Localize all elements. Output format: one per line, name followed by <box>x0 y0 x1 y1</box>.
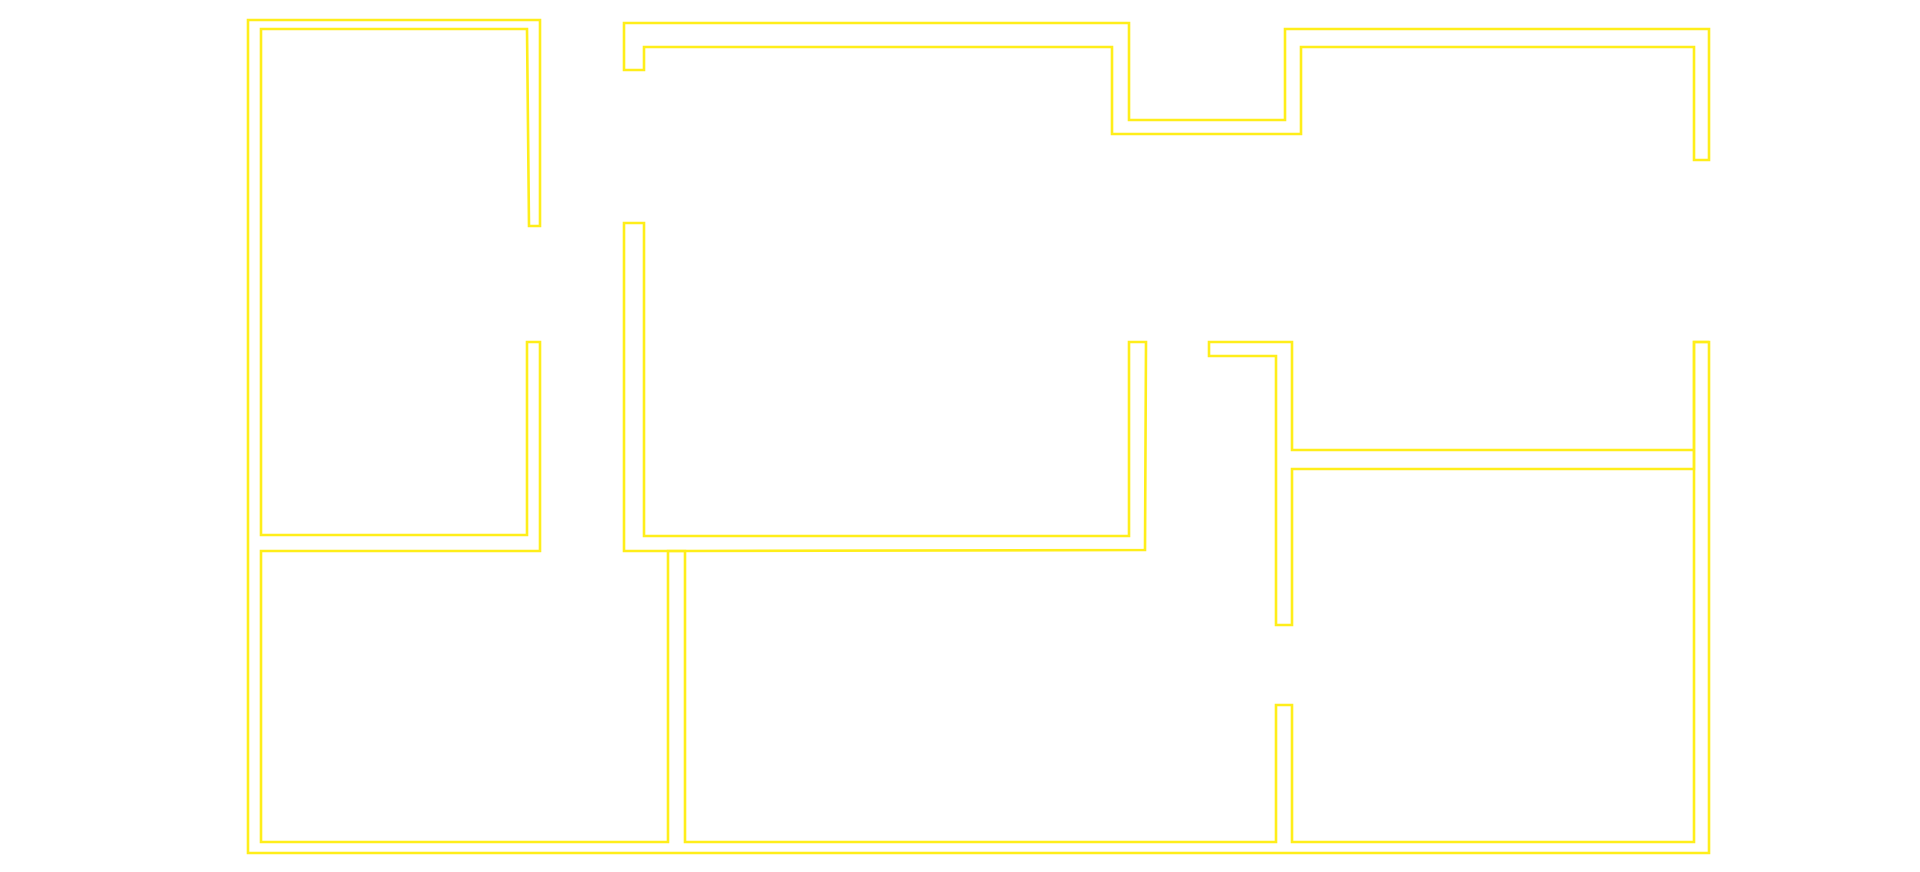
outer-wall-left-bottom-right <box>248 20 1709 853</box>
center-room-wall <box>624 223 1146 551</box>
upper-wall-top <box>624 23 1709 160</box>
wall-outlines <box>248 20 1709 853</box>
right-room-wall <box>1209 342 1709 625</box>
